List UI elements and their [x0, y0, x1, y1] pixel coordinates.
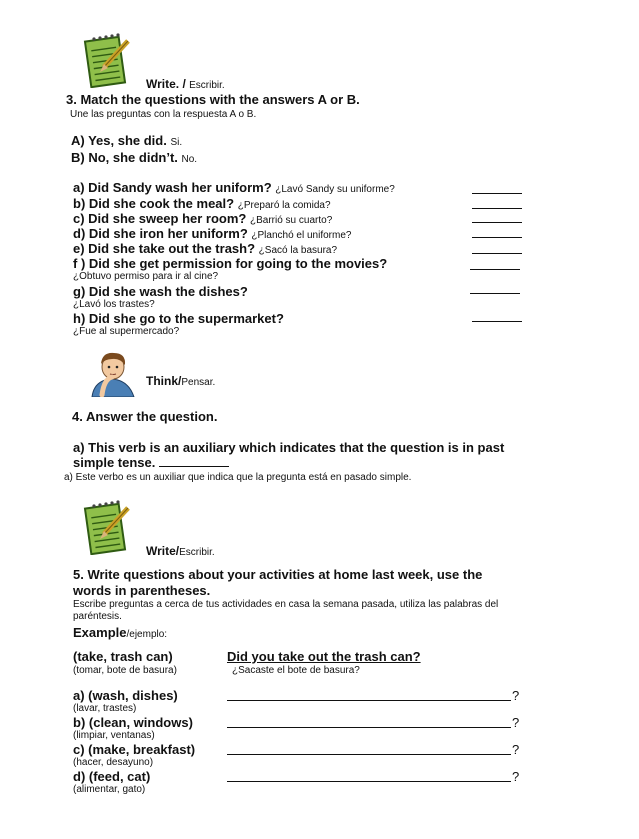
item-a-es: (lavar, trastes): [73, 703, 137, 714]
question-a: [73, 180, 395, 195]
question-h-en: h) Did she go to the supermarket?: [73, 311, 284, 326]
question-a-en: a) Did Sandy wash her uniform?: [73, 180, 272, 195]
section-4-question-line2: [73, 455, 229, 470]
question-b-es: ¿Preparó la comida?: [237, 200, 331, 211]
notepad-pencil-icon: [82, 500, 132, 555]
example-heading: [73, 625, 167, 640]
question-g-es: ¿Lavó los trastes?: [73, 299, 155, 310]
answer-blank-e[interactable]: [472, 253, 522, 254]
item-d-qmark: ?: [512, 769, 520, 784]
example-words-es: (tomar, bote de basura): [73, 665, 177, 676]
question-b-en: b) Did she cook the meal?: [73, 196, 235, 211]
answer-b: [71, 150, 197, 165]
item-c-es: (hacer, desayuno): [73, 757, 154, 768]
answer-blank-h[interactable]: [472, 321, 522, 322]
section-5-translation-line2: paréntesis.: [73, 611, 122, 622]
answer-a-es: Si.: [170, 137, 183, 148]
notepad-pencil-icon: [82, 33, 132, 88]
answer-blank-g[interactable]: [470, 293, 520, 294]
section-4-question-line1: a) This verb is an auxiliary which indicates that the question is in past: [73, 440, 505, 455]
answer-a-en: A) Yes, she did.: [71, 133, 167, 148]
question-c-es: ¿Barrió su cuarto?: [250, 215, 333, 226]
section-3-subtitle: Une las preguntas con la respuesta A o B.: [70, 109, 257, 120]
answer-blank-a[interactable]: [472, 193, 522, 194]
question-g-en: g) Did she wash the dishes?: [73, 284, 248, 299]
thinking-boy-icon: [88, 349, 138, 397]
think-label: Think/: [146, 374, 182, 388]
item-b-qmark: ?: [512, 715, 520, 730]
write-translation: Escribir.: [189, 80, 225, 91]
answer-blank-d[interactable]: [472, 237, 522, 238]
question-b: [73, 196, 331, 211]
section-5-translation-line1: Escribe preguntas a cerca de tus actividades en casa la semana pasada, utiliza las palabras del: [73, 599, 499, 610]
question-f-es: ¿Obtuvo permiso para ir al cine?: [73, 271, 219, 282]
item-a-qmark: ?: [512, 688, 520, 703]
item-b-es: (limpiar, ventanas): [73, 730, 155, 741]
example-translation: /ejemplo:: [126, 629, 168, 640]
answer-blank-c[interactable]: [472, 222, 522, 223]
item-d-answer-line[interactable]: [227, 781, 511, 782]
question-e-en: e) Did she take out the trash?: [73, 241, 256, 256]
section-4-title: 4. Answer the question.: [72, 409, 218, 424]
item-c-answer-line[interactable]: [227, 754, 511, 755]
section-4-translation: a) Este verbo es un auxiliar que indica que la pregunta está en pasado simple.: [64, 472, 412, 483]
think-translation: Pensar.: [181, 377, 216, 388]
write-label-2: Write/: [146, 544, 180, 558]
item-c-en: c) (make, breakfast): [73, 742, 196, 757]
item-d-en: d) (feed, cat): [73, 769, 151, 784]
question-f-en: f ) Did she get permission for going to the movies?: [73, 256, 388, 271]
question-e: [73, 241, 337, 256]
section-5-title-line1: 5. Write questions about your activities at home last week, use the: [73, 567, 483, 582]
question-e-es: ¿Sacó la basura?: [258, 245, 338, 256]
question-d-es: ¿Planchó el uniforme?: [251, 230, 352, 241]
item-d-es: (alimentar, gato): [73, 784, 146, 795]
question-c: [73, 211, 332, 226]
section-5-title-line2: words in parentheses.: [73, 583, 211, 598]
answer-a: [71, 133, 182, 148]
question-h-es: ¿Fue al supermercado?: [73, 326, 180, 337]
write-instruction-2: [146, 544, 215, 558]
question-c-en: c) Did she sweep her room?: [73, 211, 247, 226]
question-d: [73, 226, 351, 241]
item-a-en: a) (wash, dishes): [73, 688, 178, 703]
example-answer-es: ¿Sacaste el bote de basura?: [232, 665, 360, 676]
think-instruction: [146, 374, 215, 388]
section-4-question-line2-text: simple tense.: [73, 455, 156, 470]
item-b-en: b) (clean, windows): [73, 715, 193, 730]
write-translation-2: Escribir.: [179, 547, 215, 558]
example-answer: Did you take out the trash can?: [227, 649, 421, 664]
section-3-title: 3. Match the questions with the answers A or B.: [66, 92, 360, 107]
example-words: (take, trash can): [73, 649, 173, 664]
example-label: Example: [73, 625, 127, 640]
item-b-answer-line[interactable]: [227, 727, 511, 728]
section-4-answer-blank[interactable]: [159, 465, 229, 467]
answer-blank-f[interactable]: [470, 269, 520, 270]
answer-b-en: B) No, she didn’t.: [71, 150, 178, 165]
write-label: Write. /: [146, 77, 186, 91]
answer-b-es: No.: [181, 154, 198, 165]
question-a-es: ¿Lavó Sandy su uniforme?: [275, 184, 395, 195]
question-d-en: d) Did she iron her uniform?: [73, 226, 248, 241]
item-c-qmark: ?: [512, 742, 520, 757]
answer-blank-b[interactable]: [472, 208, 522, 209]
item-a-answer-line[interactable]: [227, 700, 511, 701]
write-instruction: [146, 77, 225, 91]
